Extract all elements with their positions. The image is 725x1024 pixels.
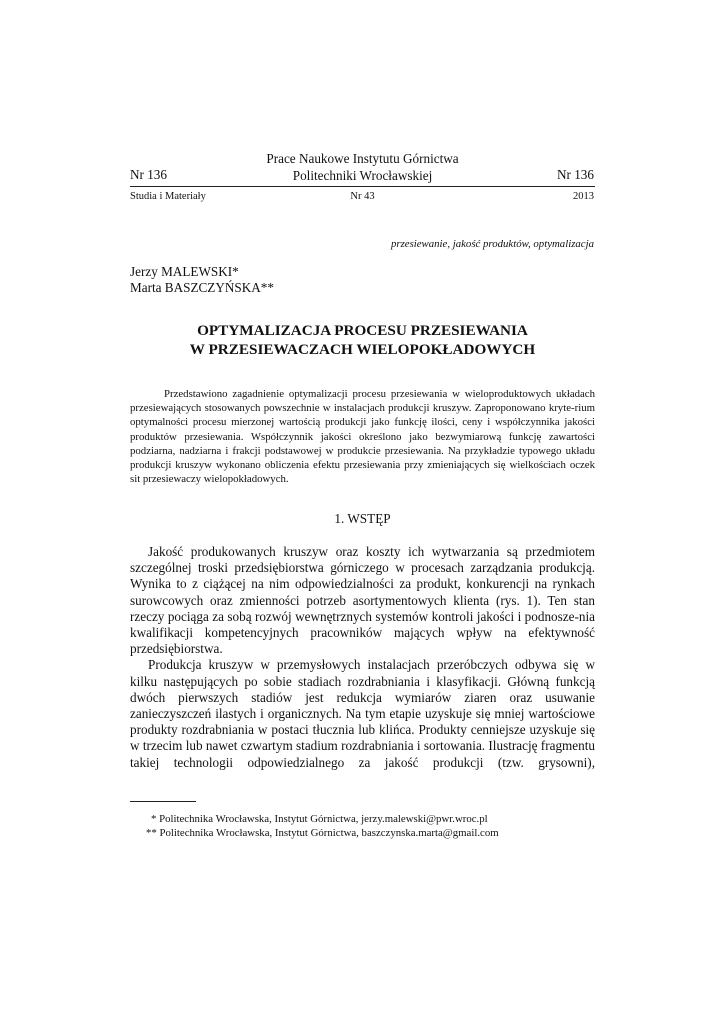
- author-name: Marta BASZCZYŃSKA**: [130, 280, 274, 295]
- section-heading: 1. WSTĘP: [334, 511, 391, 526]
- author-list: [130, 264, 274, 296]
- paper-title: [0, 321, 725, 359]
- footnote: ** Politechnika Wrocławska, Instytut Górnictwa, baszczynska.marta@gmail.com: [146, 827, 499, 839]
- issue-number-right: Nr 136: [557, 167, 594, 182]
- body-text: [130, 544, 595, 771]
- paragraph: Produkcja kruszyw w przemysłowych instalacjach przeróbczych odbywa się w kilku następujących po sobie stadiach rozdrabniania i klasyfikacji. Główną funkcją dwóch pierwszych stadiów jest redukcja wymiarów ziaren oraz usuwanie zanieczyszczeń ilastych i organicznych. Na tym etapie uzyskuje się mniej wartościowe produkty rozdrabniania w postaci tłucznia lub klińca. Produkty cenniejsze uzyskuje się w trzecim lub nawet czwartym stadium rozdrabniania i sortowania. Ilustrację fragmentu takiej technologii odpowiedzialnego za jakość produkcji (tzw. grysowni),: [130, 657, 595, 770]
- series-name: Studia i Materiały: [130, 191, 206, 202]
- keywords: przesiewanie, jakość produktów, optymalizacja: [390, 238, 594, 250]
- abstract-text: Przedstawiono zagadnienie optymalizacji procesu przesiewania w wieloproduktowych układach przesiewających stosowanych powszechnie w instalacjach produkcji kruszyw. Zaproponowano kryte-rium optymalności procesu mierzonej wartością produkcji jako funkcję ilości, ceny i współczynnika jakości produktów przesiewania. Współczynnik jakości określono jako bezwymiarową funkcję zawartości podziarna, nadziarna i frakcji podstawowej w produkcie przesiewania. Na przykładzie typowego układu produkcji kruszyw wykonano obliczenia efektu przesiewania przy zmieniających się wielkościach oczek sit przesiewaczy wielopokładowych.: [130, 388, 595, 486]
- publication-year: 2013: [573, 191, 594, 202]
- journal-name-line1: Prace Naukowe Instytutu Górnictwa: [266, 151, 459, 166]
- journal-header: [0, 150, 725, 184]
- journal-name-line2: Politechniki Wrocławskiej: [292, 168, 433, 183]
- footnotes: [146, 812, 499, 840]
- abstract: [130, 387, 595, 486]
- author-name: Jerzy MALEWSKI*: [130, 264, 239, 279]
- series-number: Nr 43: [350, 191, 375, 202]
- footnote: * Politechnika Wrocławska, Instytut Górnictwa, jerzy.malewski@pwr.wroc.pl: [151, 813, 488, 825]
- issue-number-left: Nr 136: [130, 167, 167, 182]
- footnote-rule: [130, 801, 196, 802]
- title-line: OPTYMALIZACJA PROCESU PRZESIEWANIA: [197, 322, 528, 339]
- title-line: W PRZESIEWACZACH WIELOPOKŁADOWYCH: [189, 341, 536, 358]
- header-rule: [130, 186, 595, 187]
- paragraph: Jakość produkowanych kruszyw oraz koszty ich wytwarzania są przedmiotem szczególnej troski przedsiębiorstwa górniczego w procesach zarządzania produkcją. Wynika to z ciążącej na nim odpowiedzialności za produkt, konkurencji na rynkach surowcowych oraz zmienności potrzeb asortymentowych klienta (rys. 1). Ten stan rzeczy pociąga za sobą rozwój wewnętrznych systemów kontroli jakości i podnosze-nia kwalifikacji kompetencyjnych pracowników mających wpływ na efektywność przedsiębiorstwa.: [130, 544, 595, 657]
